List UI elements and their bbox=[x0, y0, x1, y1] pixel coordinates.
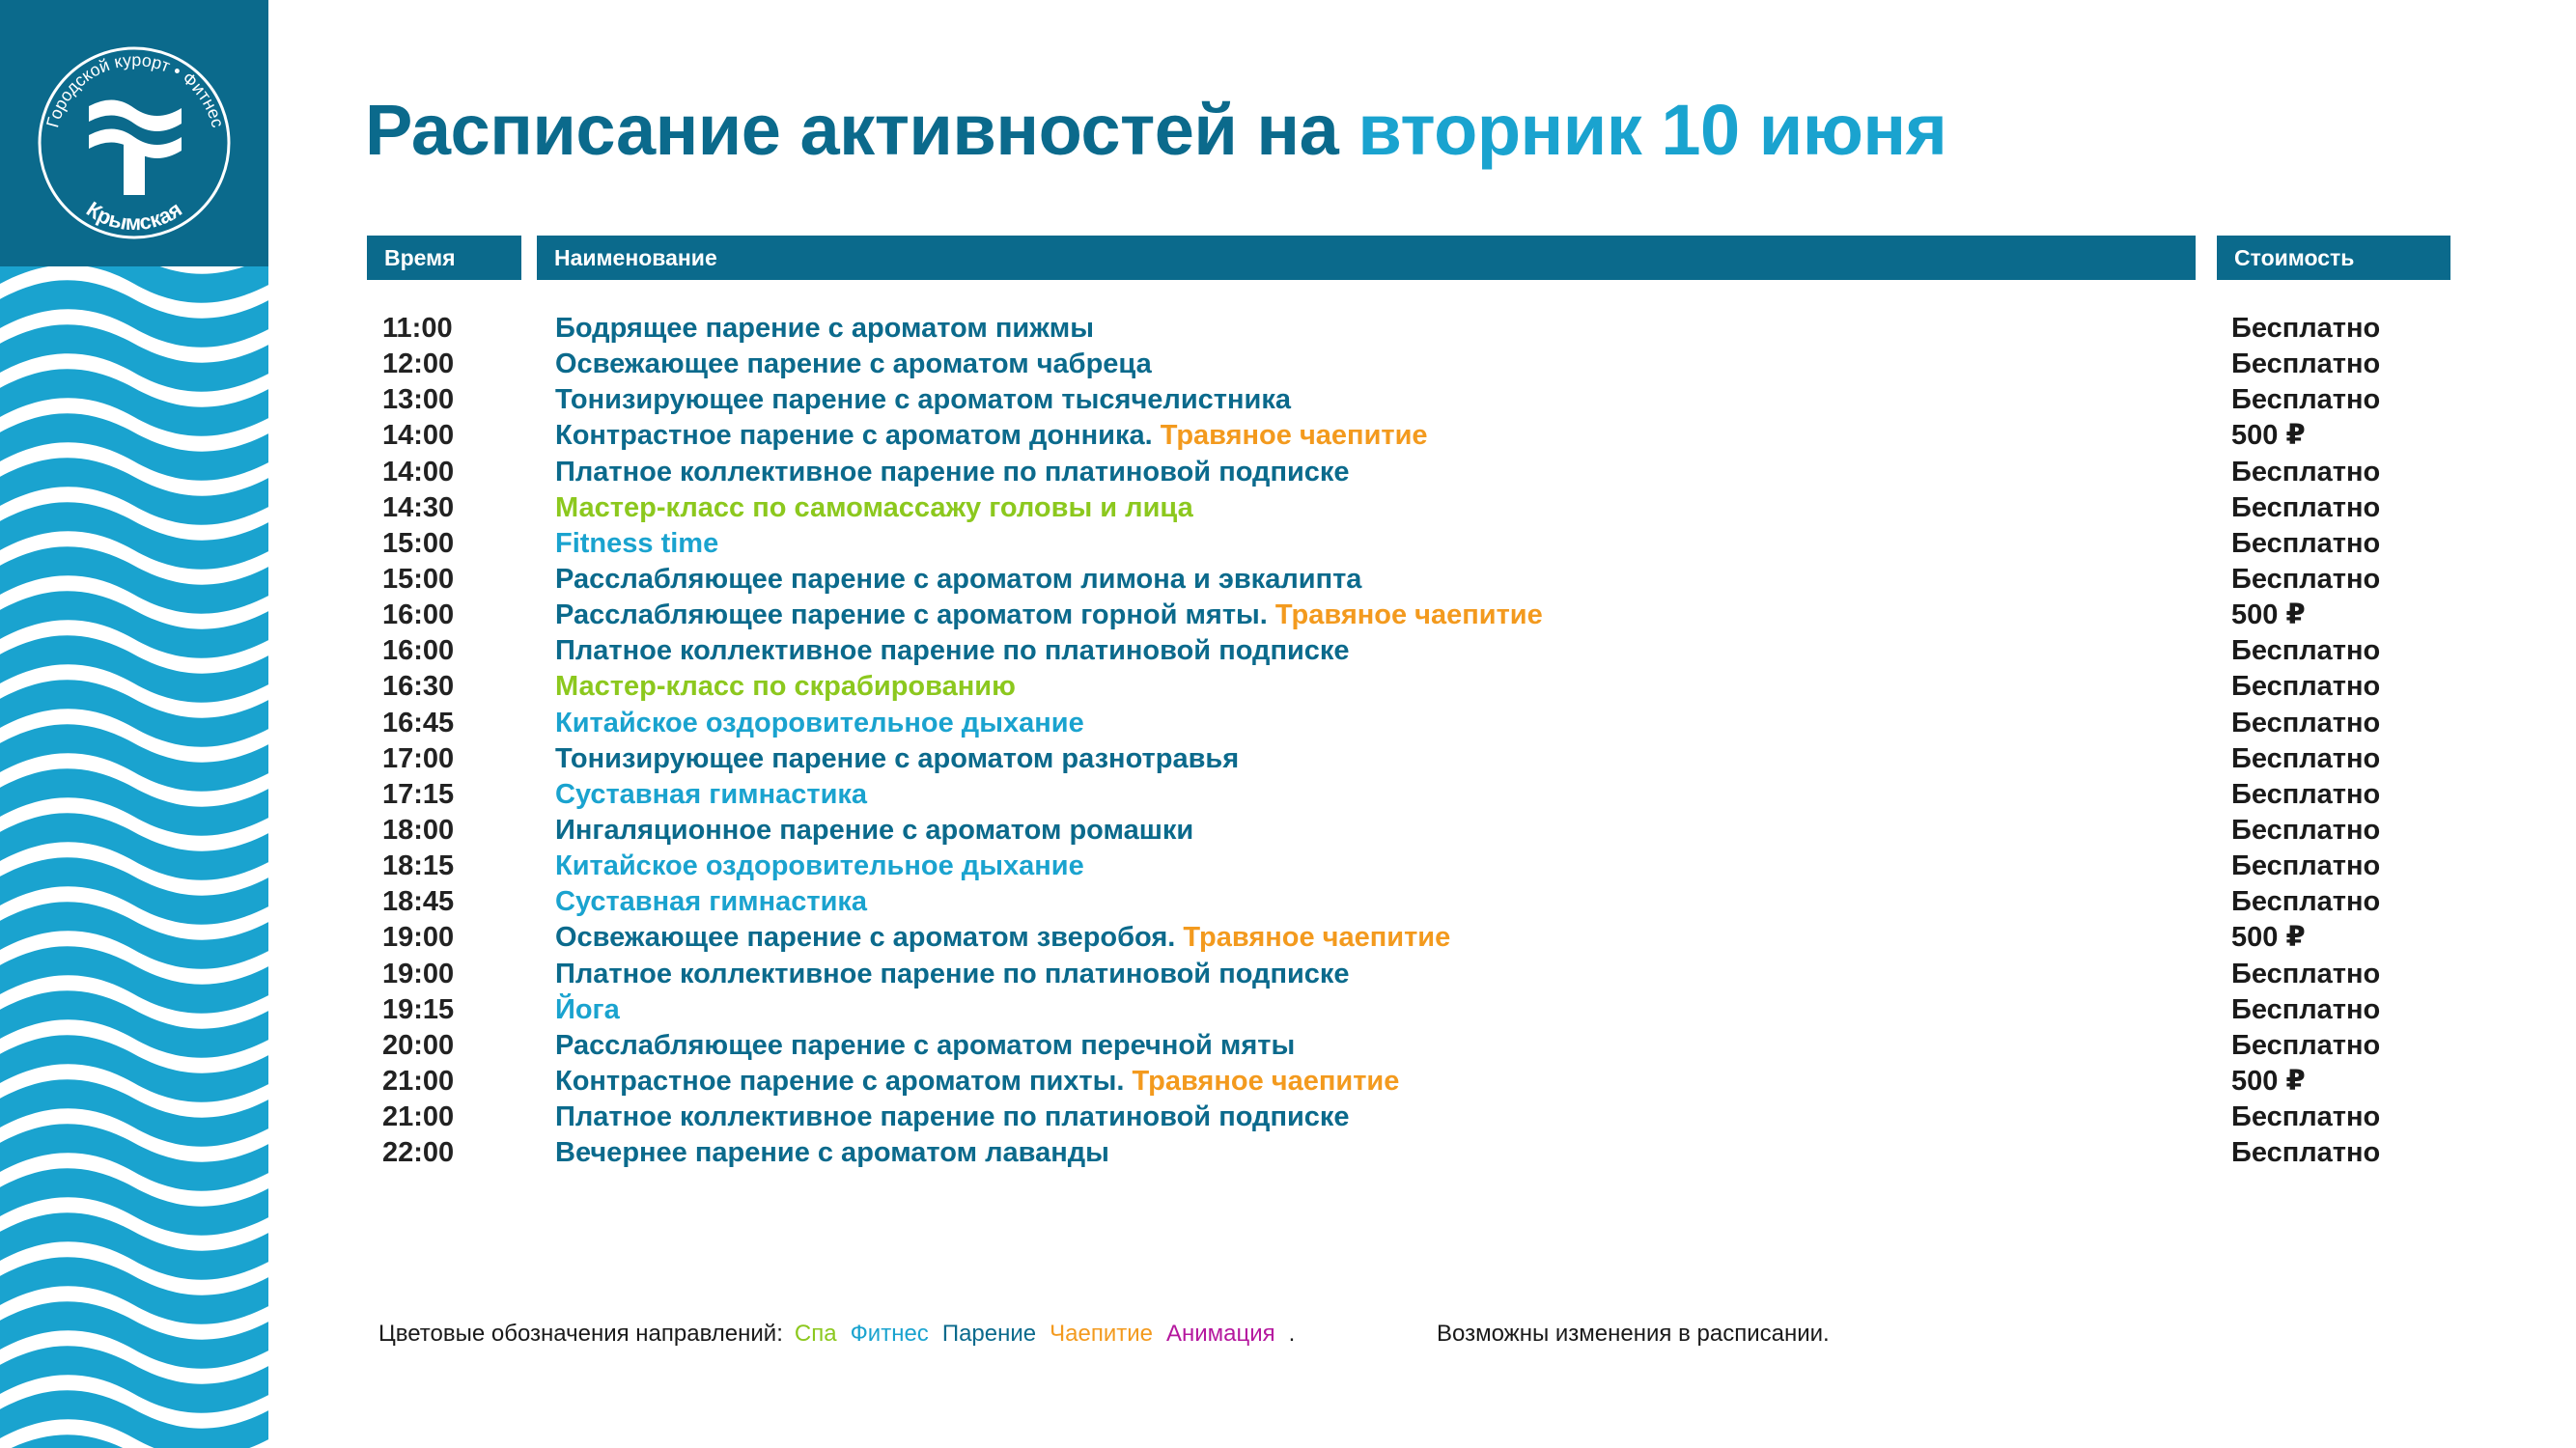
row-activity bbox=[555, 347, 1152, 382]
table-row bbox=[0, 920, 2576, 956]
legend-label: Цветовые обозначения направлений: bbox=[378, 1321, 783, 1347]
row-activity bbox=[555, 490, 1193, 526]
table-row bbox=[0, 1028, 2576, 1064]
activity-name: Мастер-класс по самомассажу головы и лица bbox=[555, 491, 1193, 523]
table-row bbox=[0, 849, 2576, 884]
row-time: 18:15 bbox=[382, 850, 455, 882]
activity-name: Расслабляющее парение с ароматом лимона и эвкалипта bbox=[555, 563, 1362, 595]
row-activity bbox=[555, 777, 867, 813]
row-activity bbox=[555, 957, 1350, 992]
title-main: Расписание активностей на bbox=[365, 90, 1358, 170]
activity-name: Йога bbox=[555, 993, 620, 1025]
activity-extra: Травяное чаепитие bbox=[1132, 1065, 1400, 1097]
activity-name: Контрастное парение с ароматом пихты. bbox=[555, 1065, 1125, 1097]
row-time: 16:00 bbox=[382, 599, 455, 631]
row-cost: 500 ₽ bbox=[2231, 420, 2306, 452]
activity-name: Платное коллективное парение по платиновой подписке bbox=[555, 958, 1350, 989]
table-row bbox=[0, 992, 2576, 1028]
legend-end: . bbox=[1288, 1321, 1296, 1347]
page-title bbox=[365, 89, 1946, 171]
row-cost: Бесплатно bbox=[2231, 563, 2381, 595]
activity-extra: Травяное чаепитие bbox=[1160, 420, 1428, 452]
activity-name: Контрастное парение с ароматом донника. bbox=[555, 420, 1153, 452]
activity-name: Платное коллективное парение по платиновой подписке bbox=[555, 635, 1350, 667]
row-cost: Бесплатно bbox=[2231, 886, 2381, 918]
row-activity bbox=[555, 562, 1361, 598]
table-row bbox=[0, 1100, 2576, 1135]
table-row bbox=[0, 311, 2576, 347]
activity-name: Тонизирующее парение с ароматом разнотравья bbox=[555, 742, 1240, 774]
legend-item: Чаепитие bbox=[1050, 1321, 1153, 1347]
table-row bbox=[0, 418, 2576, 454]
row-time: 22:00 bbox=[382, 1137, 455, 1169]
wave-stripe bbox=[0, 1241, 268, 1295]
row-cost: Бесплатно bbox=[2231, 814, 2381, 846]
row-activity bbox=[555, 884, 867, 920]
row-cost: Бесплатно bbox=[2231, 778, 2381, 810]
logo-bottom-text: Крымская bbox=[82, 196, 186, 236]
row-cost: Бесплатно bbox=[2231, 671, 2381, 703]
row-time: 19:00 bbox=[382, 958, 455, 989]
row-activity bbox=[555, 418, 1428, 454]
activity-name: Китайское оздоровительное дыхание bbox=[555, 707, 1084, 738]
table-row bbox=[0, 562, 2576, 598]
row-cost: 500 ₽ bbox=[2231, 922, 2306, 954]
row-activity bbox=[555, 706, 1084, 741]
activity-name: Платное коллективное парение по платиновой подписке bbox=[555, 1101, 1350, 1133]
row-time: 18:00 bbox=[382, 814, 455, 846]
row-activity bbox=[555, 920, 1450, 956]
row-activity bbox=[555, 1064, 1399, 1100]
row-activity bbox=[555, 526, 718, 562]
table-row bbox=[0, 526, 2576, 562]
row-activity bbox=[555, 311, 1094, 347]
table-row bbox=[0, 884, 2576, 920]
row-time: 21:00 bbox=[382, 1101, 455, 1133]
row-cost: Бесплатно bbox=[2231, 384, 2381, 416]
row-cost: 500 ₽ bbox=[2231, 599, 2306, 631]
title-accent: вторник 10 июня bbox=[1358, 90, 1947, 170]
activity-name: Суставная гимнастика bbox=[555, 886, 868, 918]
legend-item: Фитнес bbox=[850, 1321, 929, 1347]
row-time: 21:00 bbox=[382, 1065, 455, 1097]
header-cost: Стоимость bbox=[2217, 236, 2450, 280]
activity-extra: Травяное чаепитие bbox=[1274, 599, 1543, 631]
wave-stripe bbox=[0, 1330, 268, 1383]
wave-stripe bbox=[0, 1197, 268, 1250]
logo bbox=[0, 0, 268, 266]
logo-top-text: Городской курорт • Фитнес bbox=[42, 49, 228, 130]
row-activity bbox=[555, 813, 1193, 849]
row-activity bbox=[555, 598, 1543, 633]
row-cost: Бесплатно bbox=[2231, 635, 2381, 667]
activity-name: Платное коллективное парение по платиновой подписке bbox=[555, 456, 1350, 487]
row-time: 17:00 bbox=[382, 742, 455, 774]
table-row bbox=[0, 347, 2576, 382]
row-time: 16:45 bbox=[382, 707, 455, 738]
row-time: 16:00 bbox=[382, 635, 455, 667]
activity-name: Fitness time bbox=[555, 527, 719, 559]
table-row bbox=[0, 741, 2576, 777]
row-cost: Бесплатно bbox=[2231, 348, 2381, 380]
row-time: 13:00 bbox=[382, 384, 455, 416]
table-row bbox=[0, 455, 2576, 490]
row-time: 20:00 bbox=[382, 1029, 455, 1061]
row-activity bbox=[555, 669, 1016, 705]
row-time: 11:00 bbox=[382, 313, 453, 344]
table-row bbox=[0, 669, 2576, 705]
table-row bbox=[0, 1064, 2576, 1100]
row-activity bbox=[555, 382, 1291, 418]
row-cost: Бесплатно bbox=[2231, 1137, 2381, 1169]
row-time: 19:15 bbox=[382, 993, 455, 1025]
row-activity bbox=[555, 633, 1350, 669]
logo-mark-icon bbox=[89, 99, 182, 195]
activity-name: Суставная гимнастика bbox=[555, 778, 868, 810]
row-time: 14:30 bbox=[382, 491, 455, 523]
row-cost: Бесплатно bbox=[2231, 742, 2381, 774]
row-cost: Бесплатно bbox=[2231, 850, 2381, 882]
row-time: 16:30 bbox=[382, 671, 455, 703]
header-name: Наименование bbox=[537, 236, 2196, 280]
table-row bbox=[0, 777, 2576, 813]
logo-emblem bbox=[0, 0, 268, 266]
row-cost: Бесплатно bbox=[2231, 958, 2381, 989]
row-cost: Бесплатно bbox=[2231, 1101, 2381, 1133]
row-activity bbox=[555, 1100, 1350, 1135]
legend-item: Анимация bbox=[1165, 1321, 1275, 1347]
row-time: 18:45 bbox=[382, 886, 455, 918]
schedule-change-note: Возможны изменения в расписании. bbox=[1437, 1321, 1830, 1347]
row-activity bbox=[555, 1028, 1295, 1064]
table-row bbox=[0, 633, 2576, 669]
row-cost: 500 ₽ bbox=[2231, 1065, 2306, 1097]
color-legend bbox=[378, 1321, 1308, 1348]
row-time: 14:00 bbox=[382, 420, 455, 452]
row-time: 14:00 bbox=[382, 456, 455, 487]
row-cost: Бесплатно bbox=[2231, 707, 2381, 738]
row-activity bbox=[555, 1135, 1109, 1171]
row-activity bbox=[555, 992, 620, 1028]
table-row bbox=[0, 957, 2576, 992]
row-activity bbox=[555, 455, 1350, 490]
wave-stripe bbox=[0, 1375, 268, 1428]
activity-extra: Травяное чаепитие bbox=[1183, 922, 1451, 954]
row-time: 17:15 bbox=[382, 778, 455, 810]
schedule-table bbox=[0, 311, 2576, 1171]
activity-name: Расслабляющее парение с ароматом перечной мяты bbox=[555, 1029, 1296, 1061]
row-activity bbox=[555, 849, 1084, 884]
table-row bbox=[0, 490, 2576, 526]
wave-stripe bbox=[0, 1286, 268, 1339]
row-time: 19:00 bbox=[382, 922, 455, 954]
activity-name: Бодрящее парение с ароматом пижмы bbox=[555, 313, 1094, 344]
activity-name: Расслабляющее парение с ароматом горной мяты. bbox=[555, 599, 1268, 631]
table-row bbox=[0, 706, 2576, 741]
row-time: 12:00 bbox=[382, 348, 455, 380]
activity-name: Китайское оздоровительное дыхание bbox=[555, 850, 1084, 882]
activity-name: Ингаляционное парение с ароматом ромашки bbox=[555, 814, 1194, 846]
row-cost: Бесплатно bbox=[2231, 993, 2381, 1025]
row-cost: Бесплатно bbox=[2231, 313, 2381, 344]
row-time: 15:00 bbox=[382, 563, 455, 595]
activity-name: Освежающее парение с ароматом чабреца bbox=[555, 348, 1152, 380]
activity-name: Освежающее парение с ароматом зверобоя. bbox=[555, 922, 1176, 954]
legend-item: Спа bbox=[794, 1321, 837, 1347]
table-row bbox=[0, 598, 2576, 633]
row-cost: Бесплатно bbox=[2231, 1029, 2381, 1061]
row-time: 15:00 bbox=[382, 527, 455, 559]
table-row bbox=[0, 1135, 2576, 1171]
row-activity bbox=[555, 741, 1239, 777]
legend-item: Парение bbox=[941, 1321, 1037, 1347]
activity-name: Мастер-класс по скрабированию bbox=[555, 671, 1016, 703]
row-cost: Бесплатно bbox=[2231, 527, 2381, 559]
header-time: Время bbox=[367, 236, 521, 280]
table-row bbox=[0, 813, 2576, 849]
activity-name: Вечернее парение с ароматом лаванды bbox=[555, 1137, 1109, 1169]
activity-name: Тонизирующее парение с ароматом тысячелистника bbox=[555, 384, 1291, 416]
table-row bbox=[0, 382, 2576, 418]
row-cost: Бесплатно bbox=[2231, 456, 2381, 487]
row-cost: Бесплатно bbox=[2231, 491, 2381, 523]
